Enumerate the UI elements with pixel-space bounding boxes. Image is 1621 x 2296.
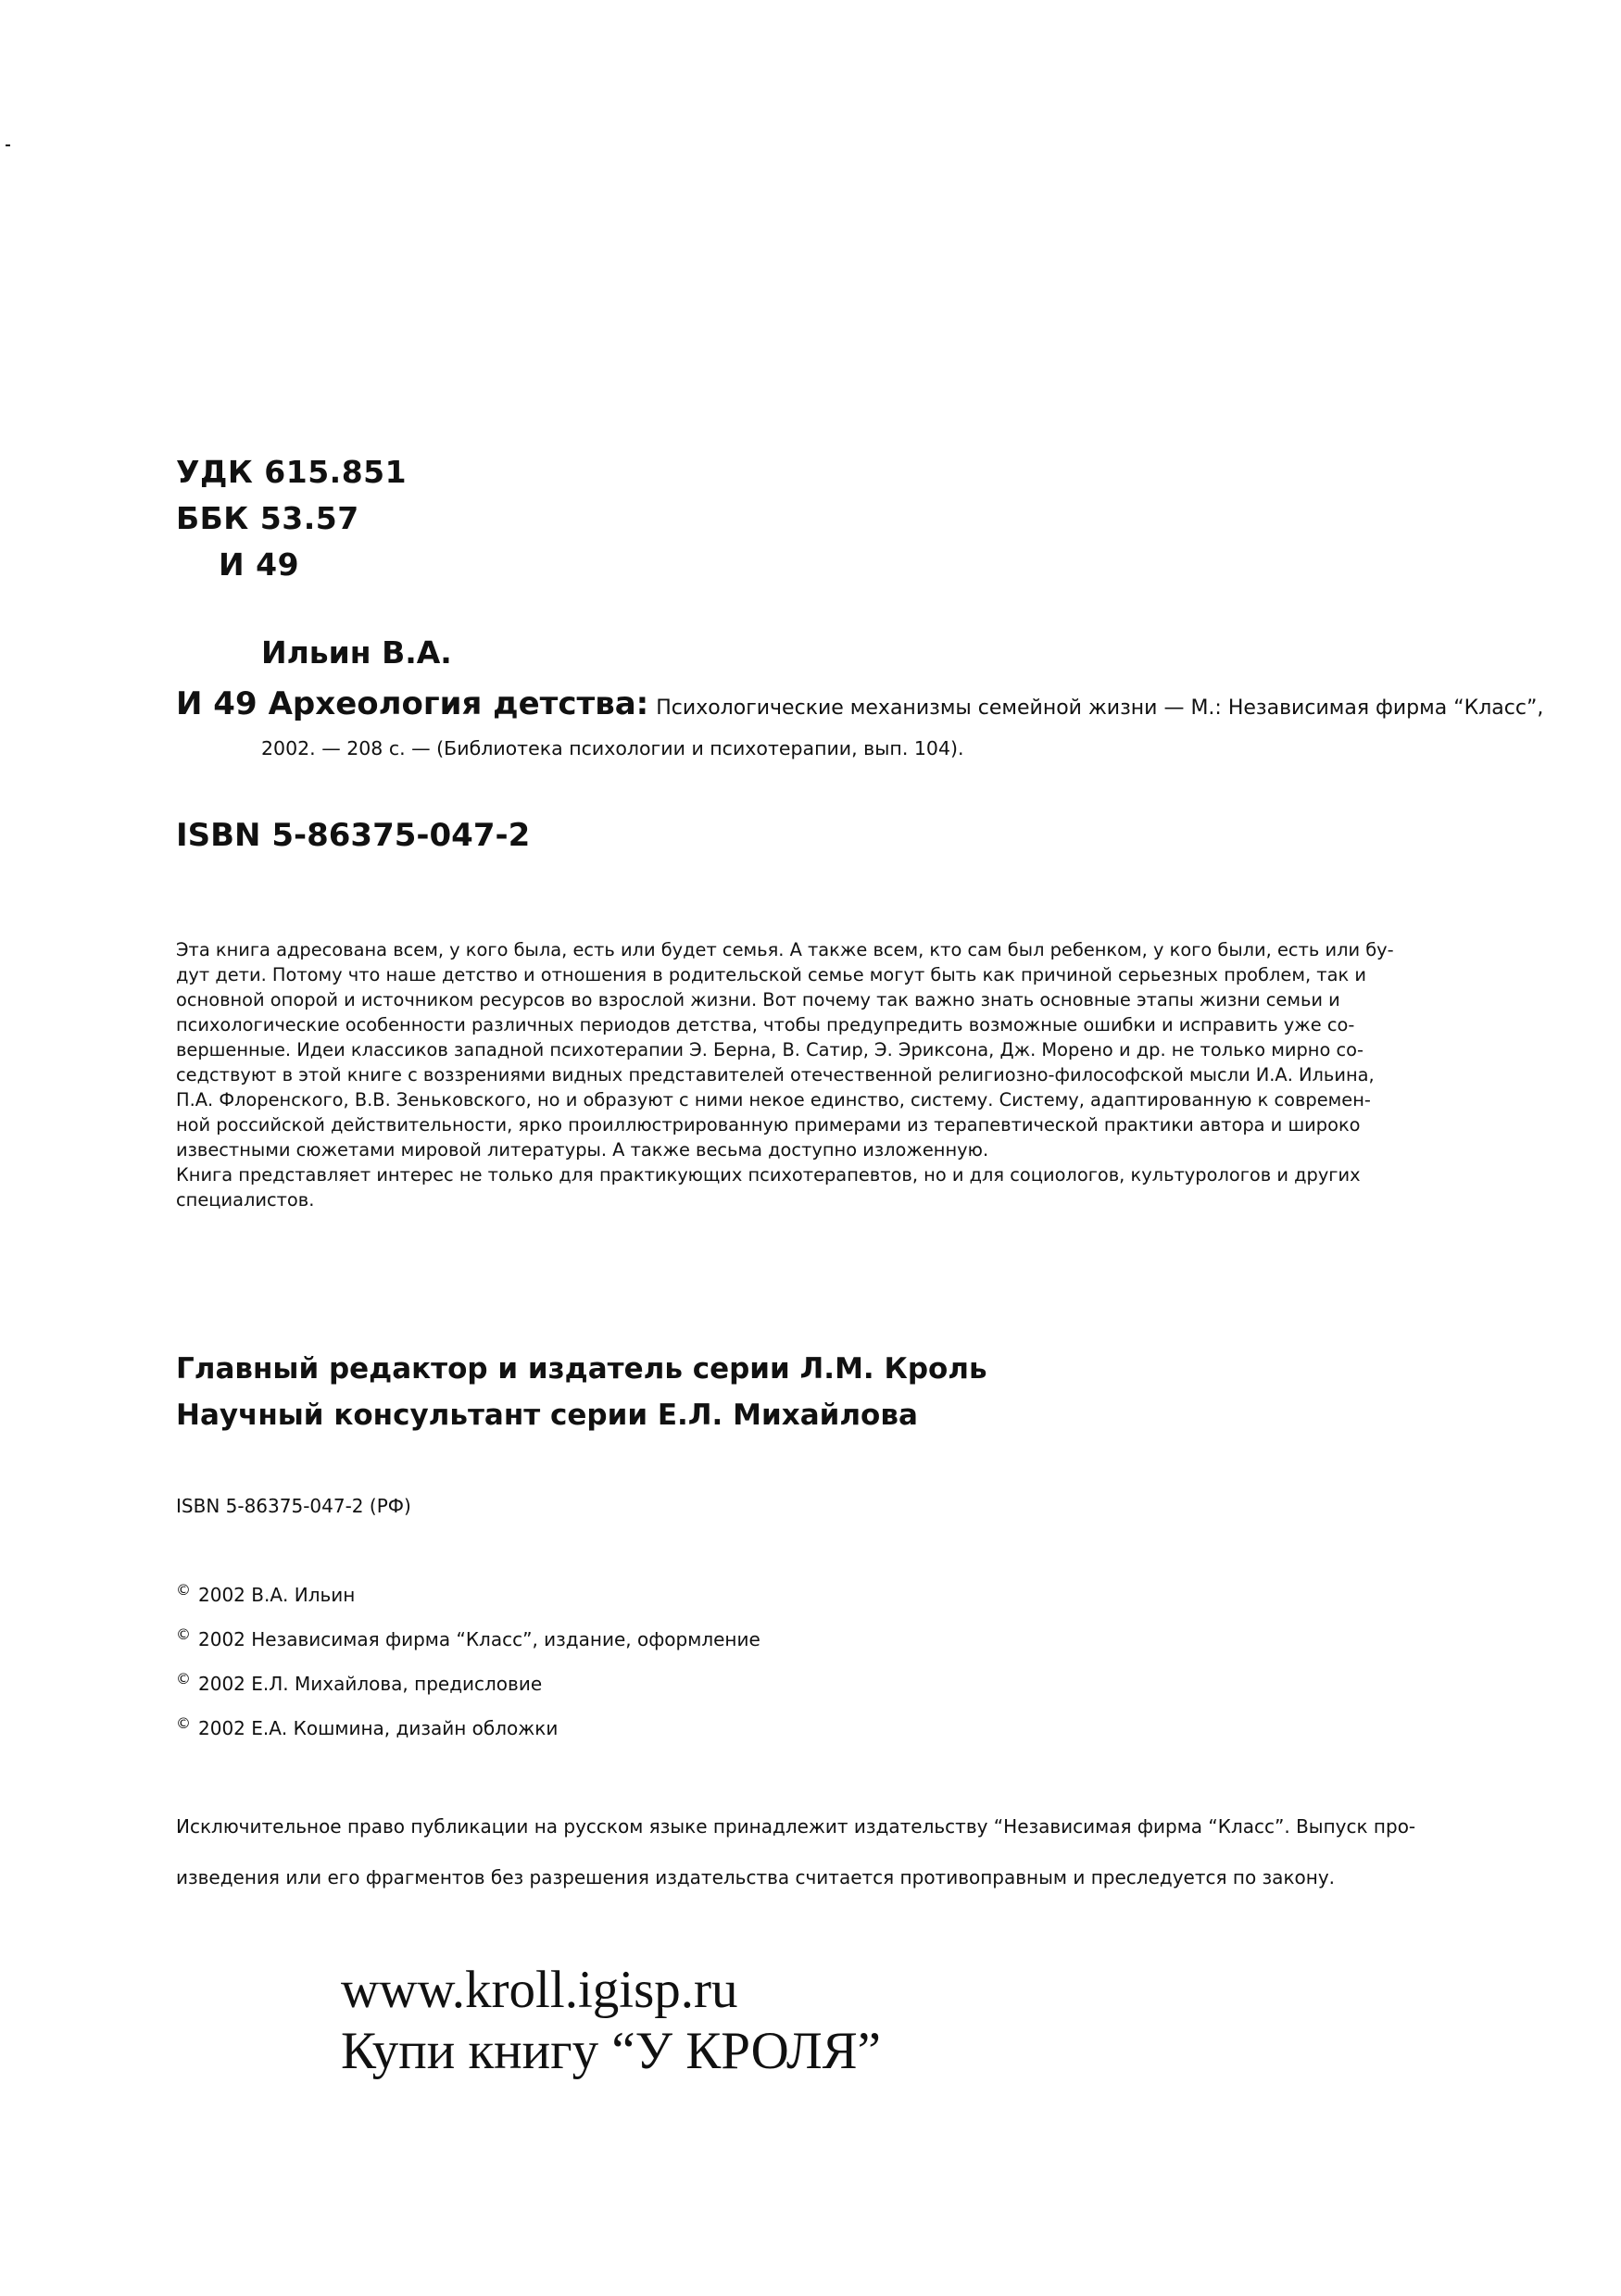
annotation-line: Эта книга адресована всем, у кого была, есть или будет семья. А также всем, кто сам был ребенком, у кого были, есть или бу- <box>176 939 1394 960</box>
annotation-line: П.А. Флоренского, В.В. Зеньковского, но и образуют с ними некое единство, систему. Систему, адаптированную к современ- <box>176 1089 1371 1110</box>
copyright-icon: © <box>176 1714 191 1732</box>
annotation-line: седствуют в этой книге с воззрениями видных представителей отечественной религиозно-философской мысли И.А. Ильина, <box>176 1064 1375 1085</box>
copyright-text: 2002 Е.А. Кошмина, дизайн обложки <box>198 1717 559 1739</box>
annotation-line: вершенные. Идеи классиков западной психотерапии Э. Берна, В. Сатир, Э. Эриксона, Дж. Морено и др. не только мирно со- <box>176 1039 1364 1060</box>
annotation-line: известными сюжетами мировой литературы. А также весьма доступно изложенную. <box>176 1139 989 1161</box>
udk-code: УДК 615.851 <box>176 454 408 490</box>
author-sign: И 49 <box>219 546 300 583</box>
copyright-icon: © <box>176 1670 191 1687</box>
bbk-code: ББК 53.57 <box>176 500 359 536</box>
copyright-line <box>176 1714 559 1739</box>
annotation-line: ной российской действительности, ярко проиллюстрированную примерами из терапевтической практики автора и широко <box>176 1114 1361 1135</box>
copyright-line <box>176 1625 760 1650</box>
record-subtitle: Психологические механизмы семейной жизни — М.: Независимая фирма “Класс”, <box>656 696 1544 720</box>
promo-url: www.kroll.igisp.ru <box>341 1961 738 2019</box>
rights-notice-line: Исключительное право публикации на русском языке принадлежит издательству “Независимая фирма “Класс”. Выпуск про- <box>176 1815 1416 1838</box>
copyright-icon: © <box>176 1581 191 1599</box>
copyright-text: 2002 Е.Л. Михайлова, предисловие <box>198 1673 543 1695</box>
promo-slogan: Купи книгу “У КРОЛЯ” <box>341 2022 881 2080</box>
annotation-line: Книга представляет интерес не только для практикующих психотерапевтов, но и для социологов, культурологов и других <box>176 1164 1361 1186</box>
annotation-line: психологические особенности различных периодов детства, чтобы предупредить возможные ошибки и исправить уже со- <box>176 1014 1355 1035</box>
scan-mark <box>6 144 10 146</box>
chief-editor: Главный редактор и издатель серии Л.М. Кроль <box>176 1352 987 1386</box>
copyright-line <box>176 1581 356 1606</box>
scientific-consultant: Научный консультант серии Е.Л. Михайлова <box>176 1399 918 1432</box>
annotation <box>176 937 1454 1212</box>
annotation-line: дут дети. Потому что наше детство и отношения в родительской семье могут быть как причиной серьезных проблем, так и <box>176 964 1366 985</box>
isbn-rf: ISBN 5-86375-047-2 (РФ) <box>176 1495 411 1517</box>
record-title: Археология детства: <box>268 685 649 722</box>
copyright-icon: © <box>176 1625 191 1643</box>
record-details: 2002. — 208 с. — (Библиотека психологии и психотерапии, вып. 104). <box>261 737 964 759</box>
isbn-main: ISBN 5-86375-047-2 <box>176 817 531 854</box>
record-author: Ильин В.А. <box>261 634 452 671</box>
record-title-line <box>176 685 1543 722</box>
annotation-line: специалистов. <box>176 1189 315 1211</box>
rights-notice-line: изведения или его фрагментов без разрешения издательства считается противоправным и преследуется по закону. <box>176 1866 1336 1888</box>
copyright-line <box>176 1670 543 1695</box>
record-code: И 49 <box>176 685 258 722</box>
annotation-line: основной опорой и источником ресурсов во взрослой жизни. Вот почему так важно знать основные этапы жизни семьи и <box>176 989 1340 1010</box>
copyright-text: 2002 В.А. Ильин <box>198 1584 356 1606</box>
copyright-text: 2002 Независимая фирма “Класс”, издание, оформление <box>198 1628 760 1650</box>
